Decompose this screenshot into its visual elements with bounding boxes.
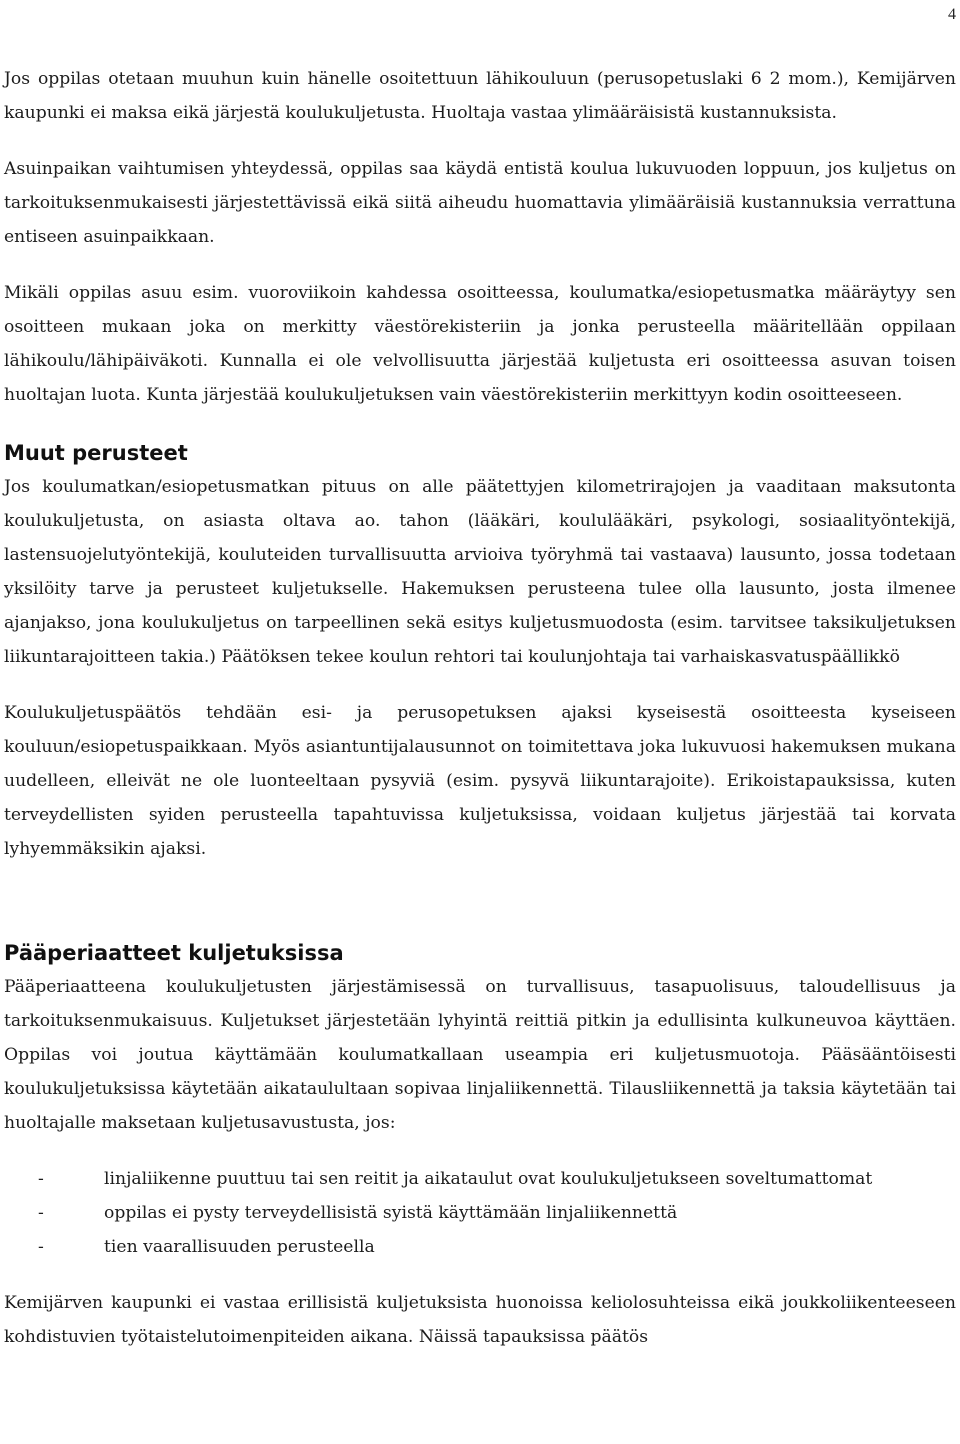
list-item bbox=[4, 1230, 956, 1264]
list-item-text: tien vaarallisuuden perusteella bbox=[104, 1237, 375, 1257]
list-item-text: oppilas ei pysty terveydellisistä syistä käyttämään linjaliikennettä bbox=[104, 1203, 678, 1223]
list-dash: - bbox=[38, 1169, 44, 1189]
page-number: 4 bbox=[948, 6, 956, 23]
paragraph-vuoroviikoin: Mikäli oppilas asuu esim. vuoroviikoin kahdessa osoitteessa, koulumatka/esiopetusmatka määräytyy sen osoitteen mukaan joka on merkitty väestörekisteriin ja jonka perusteella määritellään oppilaan lähikoulu/lähipäiväkoti. Kunnalla ei ole velvollisuutta järjestää kuljetusta eri osoitteessa asuvan toisen huoltajan luota. Kunta järjestää koulukuljetuksen vain väestörekisteriin merkittyyn kodin osoitteeseen. bbox=[4, 283, 956, 405]
document-body bbox=[4, 62, 956, 1354]
heading-paaperiaatteet: Pääperiaatteet kuljetuksissa bbox=[4, 941, 344, 965]
paragraph-paaperiaatteet: Pääperiaatteena koulukuljetusten järjestämisessä on turvallisuus, tasapuolisuus, taloudellisuus ja tarkoituksenmukaisuus. Kuljetukset järjestetään lyhyintä reittiä pitkin ja edullisinta kulkuneuvoa käyttäen. Oppilas voi joutua käyttämään koulumatkallaan useampia eri kuljetusmuotoja. Pääsääntöisesti koulukuljetuksissa käytetään aikataulultaan sopivaa linjaliikennettä. Tilausliikennettä ja taksia käytetään tai huoltajalle maksetaan kuljetusavustusta, jos: bbox=[4, 977, 956, 1133]
list-dash: - bbox=[38, 1203, 44, 1223]
list-item bbox=[4, 1196, 956, 1230]
list-item-text: linjaliikenne puuttuu tai sen reitit ja aikataulut ovat koulukuljetukseen soveltumattomat bbox=[104, 1169, 873, 1189]
paragraph-keliolosuhteet: Kemijärven kaupunki ei vastaa erillisistä kuljetuksista huonoissa keliolosuhteissa eikä joukkoliikenteeseen kohdistuvien työtaistelutoimenpiteiden aikana. Näissä tapauksissa päätös bbox=[4, 1293, 956, 1347]
paragraph-asuinpaikka: Asuinpaikan vaihtumisen yhteydessä, oppilas saa käydä entistä koulua lukuvuoden loppuun, jos kuljetus on tarkoituksenmukaisesti järjestettävissä eikä siitä aiheudu huomattavia ylimääräisiä kustannuksia verrattuna entiseen asuinpaikkaan. bbox=[4, 159, 956, 247]
list-item bbox=[4, 1162, 956, 1196]
paragraph-lahikoulu: Jos oppilas otetaan muuhun kuin hänelle osoitettuun lähikouluun (perusopetuslaki 6 2 mom.), Kemijärven kaupunki ei maksa eikä järjestä koulukuljetusta. Huoltaja vastaa ylimääräisistä kustannuksista. bbox=[4, 69, 956, 123]
heading-muut-perusteet: Muut perusteet bbox=[4, 441, 188, 465]
list-dash: - bbox=[38, 1237, 44, 1257]
paragraph-koulukuljetuspaatos: Koulukuljetuspäätös tehdään esi- ja perusopetuksen ajaksi kyseisestä osoitteesta kyseiseen kouluun/esiopetuspaikkaan. Myös asiantuntijalausunnot on toimitettava joka lukuvuosi hakemuksen mukana uudelleen, elleivät ne ole luonteeltaan pysyviä (esim. pysyvä liikuntarajoite). Erikoistapauksissa, kuten terveydellisten syiden perusteella tapahtuvissa kuljetuksissa, voidaan kuljetus järjestää tai korvata lyhyemmäksikin ajaksi. bbox=[4, 703, 956, 859]
conditions-list bbox=[4, 1162, 956, 1264]
paragraph-koulumatka-lausunto: Jos koulumatkan/esiopetusmatkan pituus on alle päätettyjen kilometrirajojen ja vaaditaan maksutonta koulukuljetusta, on asiasta oltava ao. tahon (lääkäri, koululääkäri, psykologi, sosiaalityöntekijä, lastensuojelutyöntekijä, kouluteiden turvallisuutta arvioiva työryhmä tai vastaava) lausunto, jossa todetaan yksilöity tarve ja perusteet kuljetukselle. Hakemuksen perusteena tulee olla lausunto, josta ilmenee ajanjakso, jona koulukuljetus on tarpeellinen sekä esitys kuljetusmuodosta (esim. tarvitsee taksikuljetuksen liikuntarajoitteen takia.) Päätöksen tekee koulun rehtori tai koulunjohtaja tai varhaiskasvatuspäällikkö bbox=[4, 477, 956, 667]
